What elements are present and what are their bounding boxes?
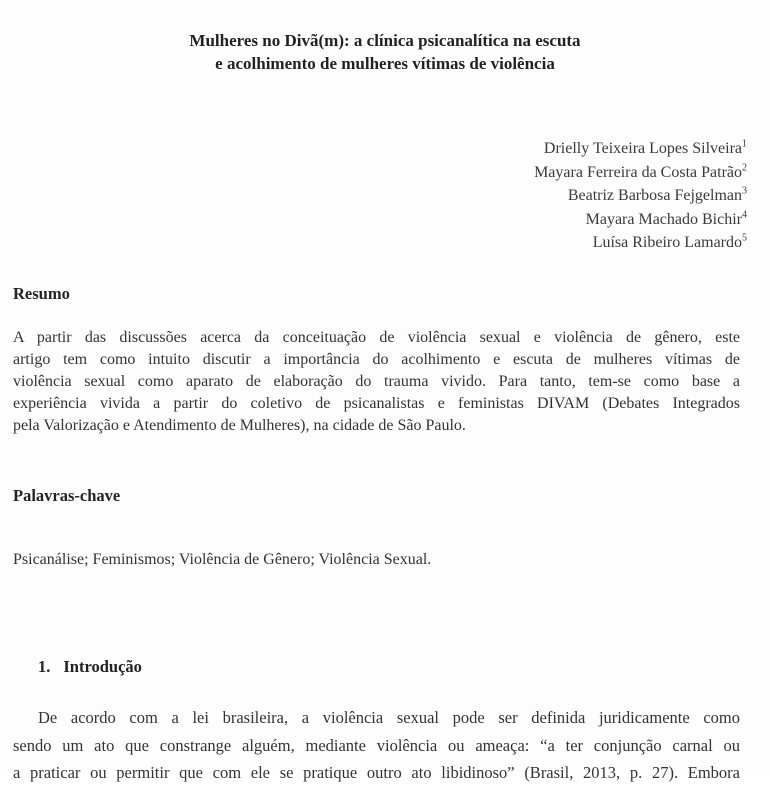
author-footnote-ref: 1 <box>742 138 747 150</box>
introduction-heading <box>0 655 770 679</box>
author-line <box>0 137 747 161</box>
resumo-line: violência sexual como aparato de elaboração do trauma vivido. Para tanto, tem-se como base a <box>13 372 740 390</box>
article-title <box>0 0 770 75</box>
author-line <box>0 184 747 208</box>
article-title-line2: e acolhimento de mulheres vítimas de violência <box>215 54 555 73</box>
author-line <box>0 161 747 185</box>
author-name: Mayara Machado Bichir <box>585 210 742 228</box>
introduction-line: De acordo com a lei brasileira, a violência sexual pode ser definida juridicamente como <box>38 708 740 727</box>
author-footnote-ref: 5 <box>742 232 747 244</box>
introduction-heading-label: Introdução <box>63 656 142 676</box>
introduction-paragraph <box>0 704 770 787</box>
author-name: Mayara Ferreira da Costa Patrão <box>534 163 742 181</box>
introduction-line: a praticar ou permitir que com ele se pratique outro ato libidinoso” (Brasil, 2013, p. 27). Embora <box>13 763 740 782</box>
author-line <box>0 231 747 255</box>
author-footnote-ref: 2 <box>742 162 747 174</box>
article-title-line1: Mulheres no Divã(m): a clínica psicanalítica na escuta <box>189 31 581 50</box>
keywords-text: Psicanálise; Feminismos; Violência de Gênero; Violência Sexual. <box>13 550 432 568</box>
author-name: Drielly Teixeira Lopes Silveira <box>543 140 742 157</box>
resumo-heading: Resumo <box>13 283 70 303</box>
resumo-line: artigo tem como intuito discutir a importância do acolhimento e escuta de mulheres vítimas de <box>13 350 740 368</box>
keywords-heading: Palavras-chave <box>13 485 121 505</box>
resumo-line: A partir das discussões acerca da conceituação de violência sexual e violência de gênero, este <box>13 328 740 346</box>
author-list <box>0 137 770 255</box>
author-line <box>0 208 747 232</box>
author-name: Beatriz Barbosa Fejgelman <box>567 187 742 204</box>
introduction-line: sendo um ato que constrange alguém, mediante violência ou ameaça: “a ter conjunção carnal ou <box>13 735 740 755</box>
author-name: Luísa Ribeiro Lamardo <box>592 234 742 251</box>
resumo-line: pela Valorização e Atendimento de Mulheres), na cidade de São Paulo. <box>13 416 466 434</box>
introduction-number: 1. <box>38 656 51 676</box>
author-footnote-ref: 4 <box>742 209 747 221</box>
resumo-line: experiência vivida a partir do coletivo de psicanalistas e feministas DIVAM (Debates Integrados <box>13 394 740 412</box>
resumo-paragraph <box>0 327 770 437</box>
author-footnote-ref: 3 <box>742 185 747 197</box>
